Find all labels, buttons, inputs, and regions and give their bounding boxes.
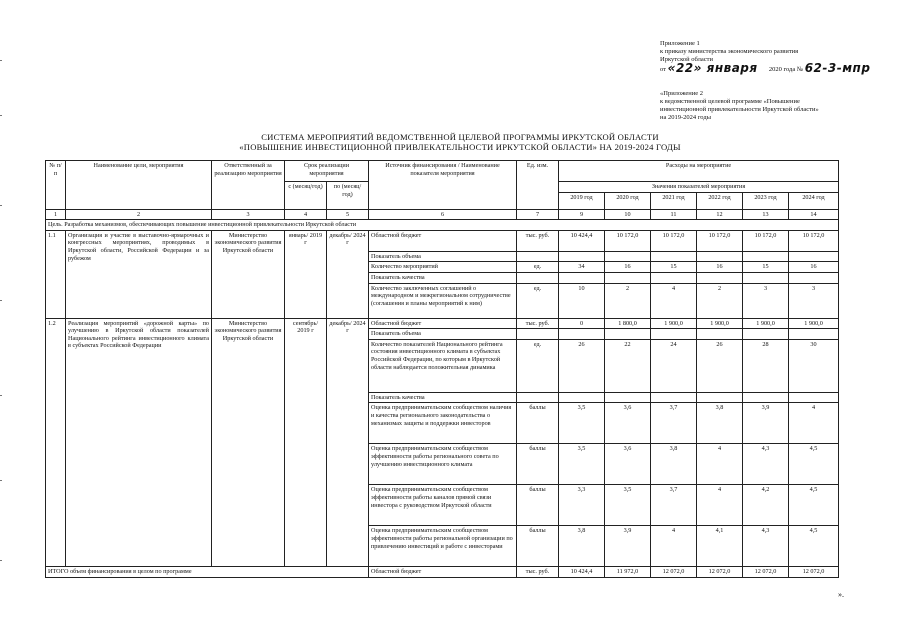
value-cell: 4,5 bbox=[789, 444, 839, 485]
row-unit: баллы bbox=[517, 485, 559, 526]
title-line-2: «ПОВЫШЕНИЕ ИНВЕСТИЦИОННОЙ ПРИВЛЕКАТЕЛЬНОСТИ ИРКУТСКОЙ ОБЛАСТИ» НА 2019-2024 ГОДЫ bbox=[239, 142, 681, 152]
value-cell: 3,5 bbox=[559, 403, 605, 444]
row-unit: баллы bbox=[517, 526, 559, 567]
handwritten-date: «22» января bbox=[667, 61, 758, 75]
value-cell: 10 172,0 bbox=[605, 230, 651, 251]
measures-table bbox=[45, 160, 839, 578]
annex-line-2: к ведомственной целевой программе «Повышение bbox=[660, 98, 800, 105]
value-cell: 3,5 bbox=[605, 485, 651, 526]
row-label: Оценка предпринимательским сообществом эффективности работы регионального совета по улучшению инвестиционного климата bbox=[369, 444, 517, 485]
value-cell: 3,9 bbox=[743, 403, 789, 444]
col-number: 6 bbox=[369, 209, 517, 220]
value-cell: 34 bbox=[559, 262, 605, 273]
header-unit: Ед. изм. bbox=[517, 161, 559, 210]
m1-num: 1.1 bbox=[46, 230, 66, 318]
value-cell: 4 bbox=[697, 485, 743, 526]
approval-line-1: Приложение 1 bbox=[660, 40, 700, 47]
header-num: № п/п bbox=[46, 161, 66, 210]
header-year: 2021 год bbox=[651, 192, 697, 209]
header-term-to: по (месяц/год) bbox=[327, 182, 369, 210]
row-label: Оценка предпринимательским сообществом наличия и качества регионального законодательства о механизмах защиты и поддержки инвесторов bbox=[369, 403, 517, 444]
header-year: 2024 год bbox=[789, 192, 839, 209]
value-cell: 4,1 bbox=[697, 526, 743, 567]
value-cell: 4 bbox=[789, 403, 839, 444]
value-cell: 10 172,0 bbox=[743, 230, 789, 251]
value-cell: 4,2 bbox=[743, 485, 789, 526]
value-cell: 10 424,4 bbox=[559, 230, 605, 251]
m1-resp: Министерство экономического развития Иркутской области bbox=[212, 230, 285, 318]
value-cell: 2 bbox=[697, 283, 743, 318]
value-cell: 26 bbox=[697, 339, 743, 392]
row-label: Показатель объема bbox=[369, 329, 517, 340]
row-unit: тыс. руб. bbox=[517, 318, 559, 329]
row-label: Количество заключенных соглашений о международном и межрегиональном сотрудничестве (соглашения и планы мероприятий к ним) bbox=[369, 283, 517, 318]
col-number: 12 bbox=[697, 209, 743, 220]
row-label: Показатель объема bbox=[369, 251, 517, 262]
value-cell: 3,9 bbox=[605, 526, 651, 567]
m2-resp: Министерство экономического развития Иркутской области bbox=[212, 318, 285, 567]
value-cell: 4,3 bbox=[743, 444, 789, 485]
total-label: ИТОГО объем финансирования в целом по программе bbox=[46, 567, 369, 578]
value-cell: 1 900,0 bbox=[789, 318, 839, 329]
total-unit: тыс. руб. bbox=[517, 567, 559, 578]
scan-edge-marks bbox=[0, 0, 4, 640]
col-number: 3 bbox=[212, 209, 285, 220]
value-cell: 4,5 bbox=[789, 485, 839, 526]
header-source: Источник финансирования / Наименование показателя мероприятия bbox=[369, 161, 517, 210]
col-number: 9 bbox=[559, 209, 605, 220]
row-label: Показатель качества bbox=[369, 272, 517, 283]
header-term: Срок реализации мероприятия bbox=[285, 161, 369, 182]
total-row bbox=[46, 567, 839, 578]
approval-line-3: Иркутской области bbox=[660, 56, 713, 63]
value-cell: 28 bbox=[743, 339, 789, 392]
row-unit: ед. bbox=[517, 262, 559, 273]
header-year: 2022 год bbox=[697, 192, 743, 209]
year-text: 2020 года № bbox=[768, 66, 804, 73]
value-cell: 3,6 bbox=[605, 444, 651, 485]
total-value: 11 972,0 bbox=[605, 567, 651, 578]
header-year: 2020 год bbox=[605, 192, 651, 209]
annex-line-4: на 2019-2024 годы bbox=[660, 114, 712, 121]
value-cell: 24 bbox=[651, 339, 697, 392]
annex-block bbox=[660, 90, 860, 122]
value-cell: 4 bbox=[697, 444, 743, 485]
value-cell: 16 bbox=[605, 262, 651, 273]
approval-block bbox=[660, 40, 870, 74]
row-unit: баллы bbox=[517, 403, 559, 444]
handwritten-number: 62-3-мпр bbox=[804, 61, 871, 75]
row-unit: ед. bbox=[517, 283, 559, 318]
row-label: Оценка предпринимательским сообществом эффективности работы региональной организации по привлечению инвестиций и работе с инвесторами bbox=[369, 526, 517, 567]
value-cell: 4 bbox=[651, 283, 697, 318]
value-cell: 16 bbox=[789, 262, 839, 273]
total-value: 12 072,0 bbox=[697, 567, 743, 578]
m2-name: Реализация мероприятий «дорожной карты» по улучшению в Иркутской области показателей Национального рейтинга инвестиционного климата в субъектах Российской Федерации bbox=[66, 318, 212, 567]
from-prefix: от bbox=[660, 66, 667, 73]
header-resp: Ответственный за реализацию мероприятия bbox=[212, 161, 285, 210]
row-label: Областной бюджет bbox=[369, 230, 517, 251]
value-cell: 15 bbox=[651, 262, 697, 273]
value-cell: 3,6 bbox=[605, 403, 651, 444]
col-number: 13 bbox=[743, 209, 789, 220]
col-number: 7 bbox=[517, 209, 559, 220]
annex-line-1: «Приложение 2 bbox=[660, 90, 704, 97]
value-cell: 10 bbox=[559, 283, 605, 318]
m2-from: сентябрь/ 2019 г bbox=[285, 318, 327, 567]
m1-to: декабрь/ 2024 г bbox=[327, 230, 369, 318]
value-cell: 4 bbox=[651, 526, 697, 567]
col-number: 1 bbox=[46, 209, 66, 220]
col-number: 10 bbox=[605, 209, 651, 220]
goal-row bbox=[46, 220, 839, 231]
total-source: Областной бюджет bbox=[369, 567, 517, 578]
value-cell: 26 bbox=[559, 339, 605, 392]
header-costs: Расходы на мероприятие bbox=[559, 161, 839, 182]
value-cell: 3 bbox=[789, 283, 839, 318]
row-label: Показатель качества bbox=[369, 392, 517, 403]
row-label: Областной бюджет bbox=[369, 318, 517, 329]
value-cell: 16 bbox=[697, 262, 743, 273]
value-cell: 3 bbox=[743, 283, 789, 318]
row-unit: баллы bbox=[517, 444, 559, 485]
col-number: 4 bbox=[285, 209, 327, 220]
value-cell: 0 bbox=[559, 318, 605, 329]
m2-num: 1.2 bbox=[46, 318, 66, 567]
total-value: 12 072,0 bbox=[789, 567, 839, 578]
value-cell: 10 172,0 bbox=[697, 230, 743, 251]
value-cell: 1 900,0 bbox=[743, 318, 789, 329]
approval-line-2: к приказу министерства экономического развития bbox=[660, 48, 799, 55]
m2-budget-row bbox=[46, 318, 839, 329]
value-cell: 3,5 bbox=[559, 444, 605, 485]
approval-date-line bbox=[660, 61, 871, 75]
value-cell: 1 900,0 bbox=[651, 318, 697, 329]
header-year: 2019 год bbox=[559, 192, 605, 209]
value-cell: 1 800,0 bbox=[605, 318, 651, 329]
row-unit: тыс. руб. bbox=[517, 230, 559, 251]
value-cell: 15 bbox=[743, 262, 789, 273]
value-cell: 3,8 bbox=[559, 526, 605, 567]
row-label: Количество мероприятий bbox=[369, 262, 517, 273]
value-cell: 1 900,0 bbox=[697, 318, 743, 329]
title-line-1: СИСТЕМА МЕРОПРИЯТИЙ ВЕДОМСТВЕННОЙ ЦЕЛЕВОЙ ПРОГРАММЫ ИРКУТСКОЙ ОБЛАСТИ bbox=[261, 132, 659, 142]
row-label: Оценка предпринимательским сообществом эффективности работы каналов прямой связи инвестора с руководством Иркутской области bbox=[369, 485, 517, 526]
value-cell: 2 bbox=[605, 283, 651, 318]
m2-to: декабрь/ 2024 г bbox=[327, 318, 369, 567]
value-cell: 22 bbox=[605, 339, 651, 392]
m1-budget-row bbox=[46, 230, 839, 251]
value-cell: 3,8 bbox=[651, 444, 697, 485]
value-cell: 4,3 bbox=[743, 526, 789, 567]
goal-text: Цель. Разработка механизмов, обеспечивающих повышение инвестиционной привлекательности Иркутской области bbox=[46, 220, 839, 231]
m1-from: январь/ 2019 г bbox=[285, 230, 327, 318]
total-value: 10 424,4 bbox=[559, 567, 605, 578]
value-cell: 4,5 bbox=[789, 526, 839, 567]
value-cell: 3,3 bbox=[559, 485, 605, 526]
m1-name: Организация и участие в выставочно-ярмарочных и конгрессных мероприятиях, проводимых в Иркутской области, Российской Федерации и за рубежом bbox=[66, 230, 212, 318]
header-name: Наименование цели, мероприятия bbox=[66, 161, 212, 210]
value-cell: 3,7 bbox=[651, 403, 697, 444]
value-cell: 3,8 bbox=[697, 403, 743, 444]
annex-line-3: инвестиционной привлекательности Иркутской области» bbox=[660, 106, 819, 113]
header-values: Значения показателей мероприятия bbox=[559, 182, 839, 193]
continuation-mark: ». bbox=[838, 590, 844, 599]
header-term-from: с (месяц/год) bbox=[285, 182, 327, 210]
column-numbers-row bbox=[46, 209, 839, 220]
row-unit: ед. bbox=[517, 339, 559, 392]
value-cell: 10 172,0 bbox=[789, 230, 839, 251]
header-row-1 bbox=[46, 161, 839, 182]
total-value: 12 072,0 bbox=[743, 567, 789, 578]
document-title bbox=[190, 132, 730, 152]
col-number: 2 bbox=[66, 209, 212, 220]
value-cell: 10 172,0 bbox=[651, 230, 697, 251]
col-number: 5 bbox=[327, 209, 369, 220]
value-cell: 3,7 bbox=[651, 485, 697, 526]
value-cell: 30 bbox=[789, 339, 839, 392]
row-label: Количество показателей Национального рейтинга состояния инвестиционного климата в субъектах Российской Федерации, по которым в Иркутской области наблюдается положительная динамика bbox=[369, 339, 517, 392]
col-number: 14 bbox=[789, 209, 839, 220]
col-number: 11 bbox=[651, 209, 697, 220]
total-value: 12 072,0 bbox=[651, 567, 697, 578]
header-year: 2023 год bbox=[743, 192, 789, 209]
